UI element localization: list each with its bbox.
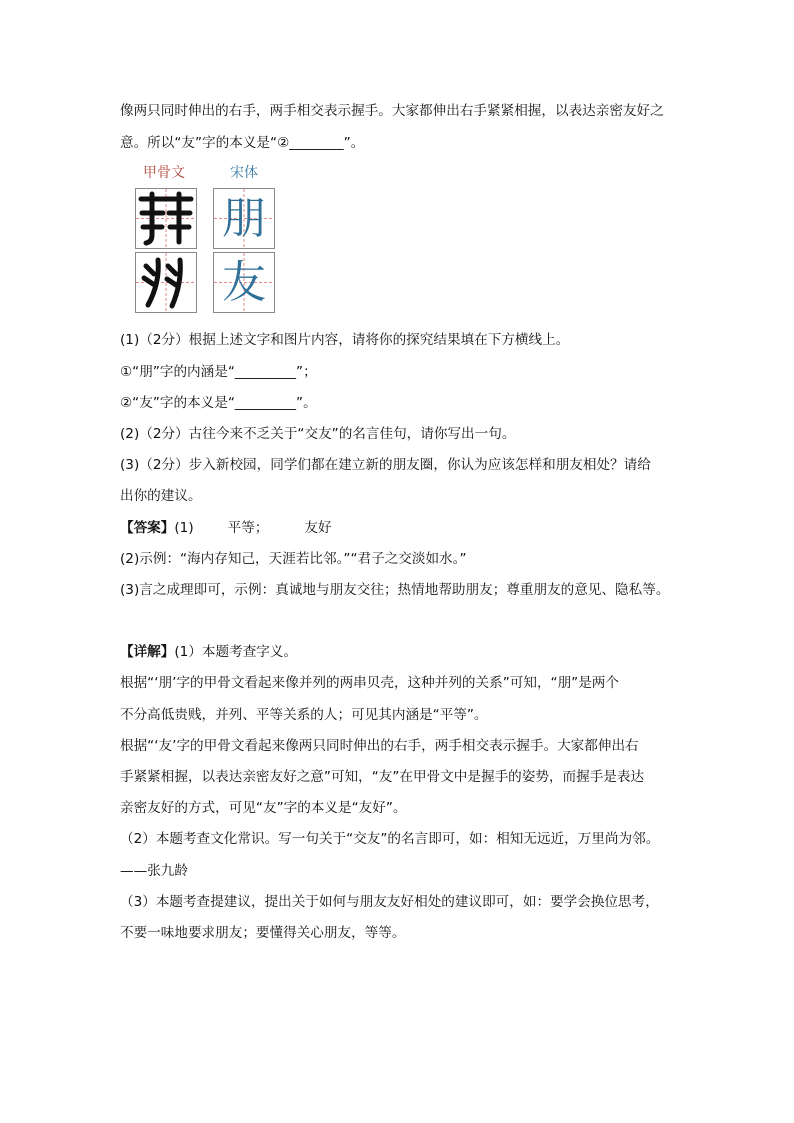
explanation-line: 根据“‘朋’字的甲骨文看起来像并列的两串贝壳，这种并列的关系”可知，“朋”是两个	[120, 675, 619, 692]
answer-1-value-b: 友好	[304, 519, 332, 536]
intro-line: 意。所以“友”字的本义是“②________”。	[120, 134, 365, 151]
explanation-line: ——张九龄	[120, 862, 188, 879]
explanation-line: 不分高低贵贱，并列、平等关系的人；可见其内涵是“平等”。	[120, 706, 488, 723]
explanation-line: （2）本题考查文化常识。写一句关于“交友”的名言即可，如：相知无远近，万里尚为邻。	[120, 831, 660, 848]
explanation-line: 手紧紧相握，以表达亲密友好之意”可知，“友”在甲骨文中是握手的姿势，而握手是表达	[120, 769, 645, 786]
answer-3: (3)言之成理即可，示例：真诚地与朋友交往；热情地帮助朋友；尊重朋友的意见、隐私等。	[120, 581, 670, 598]
oracle-peng-box	[135, 188, 197, 249]
explanation-line: 根据“‘友’字的甲骨文看起来像两只同时伸出的右手，两手相交表示握手。大家都伸出右	[120, 737, 639, 754]
explanation-item-1: (1）本题考查字义。	[174, 644, 298, 661]
question-3-line: 出你的建议。	[120, 488, 202, 505]
answer-label: 【答案】	[120, 519, 175, 536]
answer-1-number: (1)	[174, 519, 194, 536]
question-2: (2)（2分）古往今来不乏关于“交友”的名言佳句，请你写出一句。	[120, 425, 516, 442]
explanation-line: （3）本题考查提建议，提出关于如何与朋友友好相处的建议即可，如：要学会换位思考，	[120, 893, 659, 910]
answer-1-value-a: 平等；	[227, 519, 269, 536]
oracle-peng-glyph	[136, 189, 196, 248]
question-1: (1)（2分）根据上述文字和图片内容，请将你的探究结果填在下方横线上。	[120, 332, 570, 349]
intro-line: 像两只同时伸出的右手，两手相交表示握手。大家都伸出右手紧紧相握，以表达亲密友好之	[120, 103, 664, 120]
song-you-box	[213, 252, 275, 313]
explanation-line: 不要一味地要求朋友；要懂得关心朋友，等等。	[120, 924, 406, 941]
question-1-blank-b: ②“友”字的本义是“_________”。	[120, 394, 317, 411]
explanation-label: 【详解】	[120, 644, 175, 661]
oracle-you-glyph	[136, 253, 196, 312]
answer-2: (2)示例：“海内存知己，天涯若比邻。”“君子之交淡如水。”	[120, 550, 467, 567]
song-peng-box	[213, 188, 275, 249]
intro-paragraph	[120, 96, 720, 158]
answer-line-1	[120, 513, 720, 544]
song-you-char: 友	[222, 257, 266, 308]
question-3-line: (3)（2分）步入新校园，同学们都在建立新的朋友圈，你认为应该怎样和朋友相处？请给	[120, 457, 651, 474]
question-1-blank-a: ①“朋”字的内涵是“_________”；	[120, 363, 317, 380]
song-peng-char: 朋	[222, 193, 266, 244]
blank-spacer	[120, 606, 720, 637]
song-typeface-label: 宋体	[230, 165, 258, 181]
explanation-line: 亲密友好的方式，可见“友”字的本义是“友好”。	[120, 800, 407, 817]
oracle-bone-label: 甲骨文	[143, 165, 185, 181]
explanation-first-line	[120, 637, 720, 668]
question-section	[120, 325, 720, 949]
oracle-you-box	[135, 252, 197, 313]
